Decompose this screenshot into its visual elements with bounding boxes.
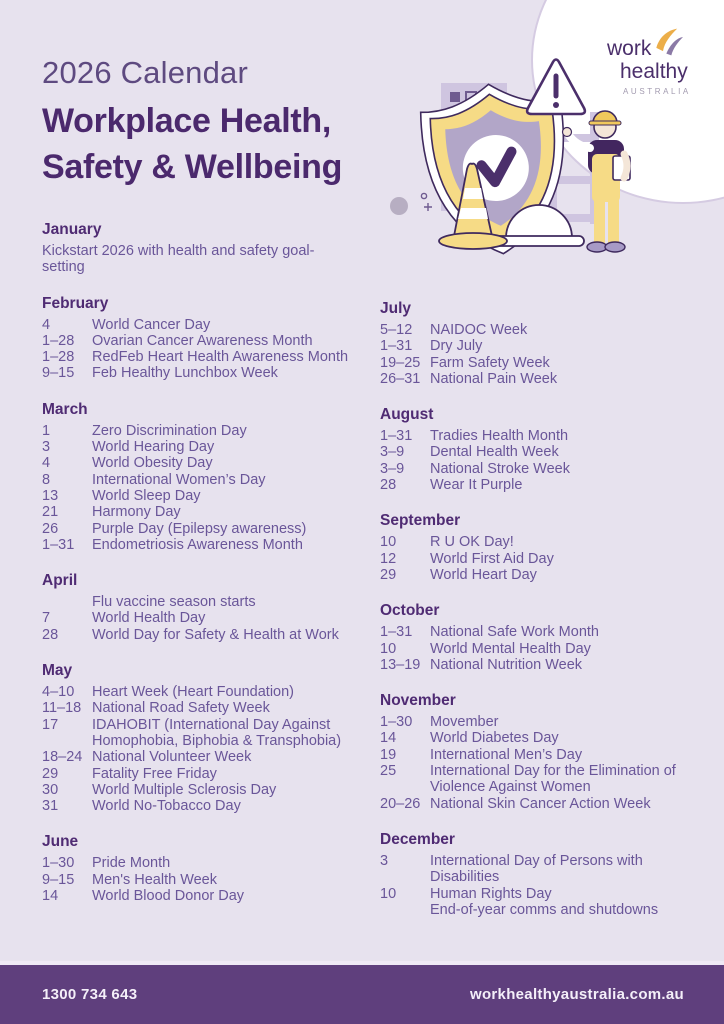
month-heading: April bbox=[42, 572, 78, 590]
event-label: Endometriosis Awareness Month bbox=[92, 536, 303, 553]
event-date: 1–31 bbox=[42, 536, 75, 553]
footer-website: workhealthyaustralia.com.au bbox=[469, 986, 684, 1003]
event-row bbox=[380, 853, 694, 886]
event-label: Flu vaccine season starts bbox=[92, 594, 256, 611]
event-label: Zero Discrimination Day bbox=[92, 422, 247, 439]
event-label: National Safe Work Month bbox=[430, 624, 599, 641]
event-label: World Health Day bbox=[92, 610, 206, 627]
event-date: 31 bbox=[42, 798, 59, 815]
month-heading: December bbox=[380, 830, 455, 848]
event-row bbox=[42, 594, 380, 610]
event-label: Feb Healthy Lunchbox Week bbox=[92, 365, 278, 382]
event-label: International Day of Persons with Disabilities bbox=[430, 852, 643, 886]
event-date: 14 bbox=[380, 730, 397, 747]
page-title bbox=[42, 98, 342, 190]
event-date bbox=[42, 594, 92, 610]
event-row bbox=[42, 610, 380, 626]
event-date: 26–31 bbox=[380, 370, 421, 387]
month-heading: September bbox=[380, 512, 461, 530]
event-label: End-of-year comms and shutdowns bbox=[430, 901, 659, 918]
event-date: 3 bbox=[380, 852, 389, 869]
event-label: Wear It Purple bbox=[430, 477, 523, 494]
event-date: 13 bbox=[42, 487, 59, 504]
event-label: Ovarian Cancer Awareness Month bbox=[92, 332, 313, 349]
event-row bbox=[380, 444, 694, 460]
calendar-column-right bbox=[380, 221, 694, 937]
logo-word-healthy: healthy bbox=[620, 60, 688, 83]
event-row bbox=[380, 763, 694, 796]
event-row bbox=[42, 766, 380, 782]
event-row bbox=[42, 537, 380, 553]
month-heading: June bbox=[42, 833, 79, 851]
event-date: 28 bbox=[380, 477, 397, 494]
event-row bbox=[42, 888, 380, 904]
event-date: 5–12 bbox=[380, 322, 413, 338]
event-label: World Hearing Day bbox=[92, 439, 215, 456]
event-row bbox=[380, 371, 694, 387]
event-date: 28 bbox=[42, 626, 59, 643]
event-date: 17 bbox=[42, 716, 59, 733]
event-row bbox=[42, 504, 380, 520]
event-date: 7 bbox=[42, 610, 51, 627]
event-label: Tradies Health Month bbox=[430, 428, 569, 445]
event-row bbox=[42, 455, 380, 471]
event-row bbox=[380, 428, 694, 444]
event-date: 19 bbox=[380, 746, 397, 763]
event-date: 26 bbox=[42, 520, 59, 537]
month-heading: February bbox=[42, 294, 109, 312]
event-label: World Multiple Sclerosis Day bbox=[92, 781, 277, 798]
event-date: 29 bbox=[42, 765, 59, 782]
event-label: Purple Day (Epilepsy awareness) bbox=[92, 520, 307, 537]
event-row bbox=[42, 349, 380, 365]
event-row bbox=[42, 423, 380, 439]
event-row bbox=[380, 714, 694, 730]
event-row bbox=[42, 717, 380, 750]
month-september bbox=[380, 512, 694, 583]
event-date: 21 bbox=[42, 504, 59, 521]
event-row bbox=[380, 886, 694, 902]
logo-swoosh-icon bbox=[653, 27, 683, 57]
event-label: World Day for Safety & Health at Work bbox=[92, 626, 339, 643]
event-row bbox=[42, 749, 380, 765]
title-block bbox=[42, 55, 342, 190]
month-august bbox=[380, 406, 694, 493]
logo-word-australia: AUSTRALIA bbox=[623, 87, 691, 96]
event-row bbox=[380, 796, 694, 812]
event-row bbox=[42, 439, 380, 455]
month-june bbox=[42, 833, 380, 904]
event-date: 9–15 bbox=[42, 365, 75, 382]
event-row bbox=[380, 730, 694, 746]
event-label: National Skin Cancer Action Week bbox=[430, 795, 651, 812]
event-date: 10 bbox=[380, 640, 397, 657]
event-date: 19–25 bbox=[380, 354, 421, 371]
event-label: National Road Safety Week bbox=[92, 700, 270, 717]
month-heading: January bbox=[42, 221, 102, 238]
event-date: 1–31 bbox=[380, 624, 413, 641]
month-heading: July bbox=[380, 300, 412, 317]
page-title-line1: Workplace Health, bbox=[42, 102, 332, 140]
event-date: 14 bbox=[42, 888, 59, 905]
month-january bbox=[42, 221, 380, 276]
month-heading: May bbox=[42, 662, 73, 680]
event-date: 8 bbox=[42, 471, 51, 488]
event-label: National Stroke Week bbox=[430, 460, 570, 477]
event-label: World Obesity Day bbox=[92, 455, 213, 472]
month-november bbox=[380, 692, 694, 812]
calendar-content bbox=[42, 221, 694, 937]
calendar-column-left bbox=[42, 221, 380, 937]
page-title-line2: Safety & Wellbeing bbox=[42, 148, 343, 186]
event-row bbox=[42, 365, 380, 381]
month-heading: August bbox=[380, 406, 434, 424]
event-row bbox=[380, 322, 694, 338]
event-date: 12 bbox=[380, 550, 397, 567]
event-row bbox=[380, 747, 694, 763]
event-label: Farm Safety Week bbox=[430, 354, 550, 371]
event-date: 29 bbox=[380, 566, 397, 583]
month-heading: October bbox=[380, 602, 440, 620]
event-row bbox=[380, 641, 694, 657]
month-october bbox=[380, 602, 694, 673]
event-row bbox=[380, 338, 694, 354]
event-label: World Diabetes Day bbox=[430, 730, 559, 747]
footer-phone: 1300 734 643 bbox=[42, 986, 138, 1003]
event-date: 11–18 bbox=[42, 700, 82, 717]
event-date: 1–28 bbox=[42, 349, 75, 366]
event-date: 9–15 bbox=[42, 871, 75, 888]
event-row bbox=[380, 902, 694, 918]
event-row bbox=[42, 700, 380, 716]
event-row bbox=[380, 567, 694, 583]
event-date: 3 bbox=[42, 439, 51, 456]
event-label: Harmony Day bbox=[92, 504, 181, 521]
event-row bbox=[380, 477, 694, 493]
event-label: International Day for the Elimination of Violence Against Women bbox=[430, 763, 676, 796]
month-intro: Kickstart 2026 with health and safety goal-setting bbox=[42, 243, 315, 276]
event-row bbox=[42, 333, 380, 349]
event-date: 1–28 bbox=[42, 332, 75, 349]
event-label: R U OK Day! bbox=[430, 534, 514, 551]
event-label: World Cancer Day bbox=[92, 316, 211, 333]
event-label: World No-Tobacco Day bbox=[92, 798, 241, 815]
event-label: National Nutrition Week bbox=[430, 656, 583, 673]
event-date: 4 bbox=[42, 316, 51, 333]
event-row bbox=[380, 534, 694, 550]
event-row bbox=[380, 551, 694, 567]
event-row bbox=[380, 657, 694, 673]
event-date: 3–9 bbox=[380, 444, 405, 461]
month-march bbox=[42, 401, 380, 553]
event-row bbox=[42, 472, 380, 488]
event-date: 13–19 bbox=[380, 656, 421, 673]
event-row bbox=[380, 624, 694, 640]
event-date: 1–30 bbox=[380, 714, 413, 731]
month-february bbox=[42, 295, 380, 382]
month-heading: March bbox=[42, 400, 88, 418]
event-label: National Volunteer Week bbox=[92, 749, 252, 766]
event-date: 30 bbox=[42, 781, 59, 798]
event-date: 1–31 bbox=[380, 338, 413, 355]
month-december bbox=[380, 831, 694, 918]
event-date: 18–24 bbox=[42, 749, 83, 766]
month-april bbox=[42, 572, 380, 643]
event-label: Dental Health Week bbox=[430, 444, 559, 461]
event-date bbox=[380, 902, 430, 918]
month-heading: November bbox=[380, 692, 456, 710]
event-row bbox=[42, 317, 380, 333]
event-label: International Women’s Day bbox=[92, 471, 266, 488]
event-date: 10 bbox=[380, 534, 397, 551]
event-label: World Mental Health Day bbox=[430, 640, 591, 657]
event-label: Human Rights Day bbox=[430, 885, 552, 902]
event-label: Fatality Free Friday bbox=[92, 765, 217, 782]
event-row bbox=[380, 355, 694, 371]
event-date: 1 bbox=[42, 422, 51, 439]
logo-word-work: work bbox=[607, 37, 652, 60]
event-date: 1–30 bbox=[42, 855, 75, 872]
event-row bbox=[42, 488, 380, 504]
event-label: World Blood Donor Day bbox=[92, 888, 245, 905]
event-label: IDAHOBIT (International Day Against Homophobia, Biphobia & Transphobia) bbox=[92, 716, 342, 749]
month-may bbox=[42, 662, 380, 814]
event-date: 3–9 bbox=[380, 460, 405, 477]
event-row bbox=[42, 684, 380, 700]
event-row bbox=[42, 855, 380, 871]
event-label: International Men’s Day bbox=[430, 746, 583, 763]
event-label: National Pain Week bbox=[430, 370, 558, 387]
event-label: RedFeb Heart Health Awareness Month bbox=[92, 349, 349, 366]
event-date: 20–26 bbox=[380, 795, 421, 812]
event-date: 4 bbox=[42, 455, 51, 472]
event-row bbox=[42, 521, 380, 537]
event-date: 1–31 bbox=[380, 428, 413, 445]
event-label: NAIDOC Week bbox=[430, 322, 528, 338]
event-date: 4–10 bbox=[42, 684, 75, 701]
decorative-dots bbox=[390, 193, 432, 215]
month-july bbox=[380, 300, 694, 387]
title-eyebrow: 2026 Calendar bbox=[42, 55, 248, 90]
footer-bar bbox=[0, 961, 724, 1024]
event-label: World First Aid Day bbox=[430, 550, 554, 567]
event-label: World Heart Day bbox=[430, 566, 537, 583]
work-healthy-logo bbox=[607, 27, 723, 96]
event-label: Dry July bbox=[430, 338, 483, 355]
event-label: Men's Health Week bbox=[92, 871, 217, 888]
event-row bbox=[42, 798, 380, 814]
event-row bbox=[380, 461, 694, 477]
event-label: Movember bbox=[430, 714, 499, 731]
warning-triangle-icon bbox=[527, 60, 585, 115]
event-label: Pride Month bbox=[92, 855, 171, 872]
event-date: 10 bbox=[380, 885, 397, 902]
event-date: 25 bbox=[380, 763, 397, 780]
event-label: World Sleep Day bbox=[92, 487, 201, 504]
event-row bbox=[42, 782, 380, 798]
event-label: Heart Week (Heart Foundation) bbox=[92, 684, 295, 701]
event-row bbox=[42, 872, 380, 888]
event-row bbox=[42, 627, 380, 643]
